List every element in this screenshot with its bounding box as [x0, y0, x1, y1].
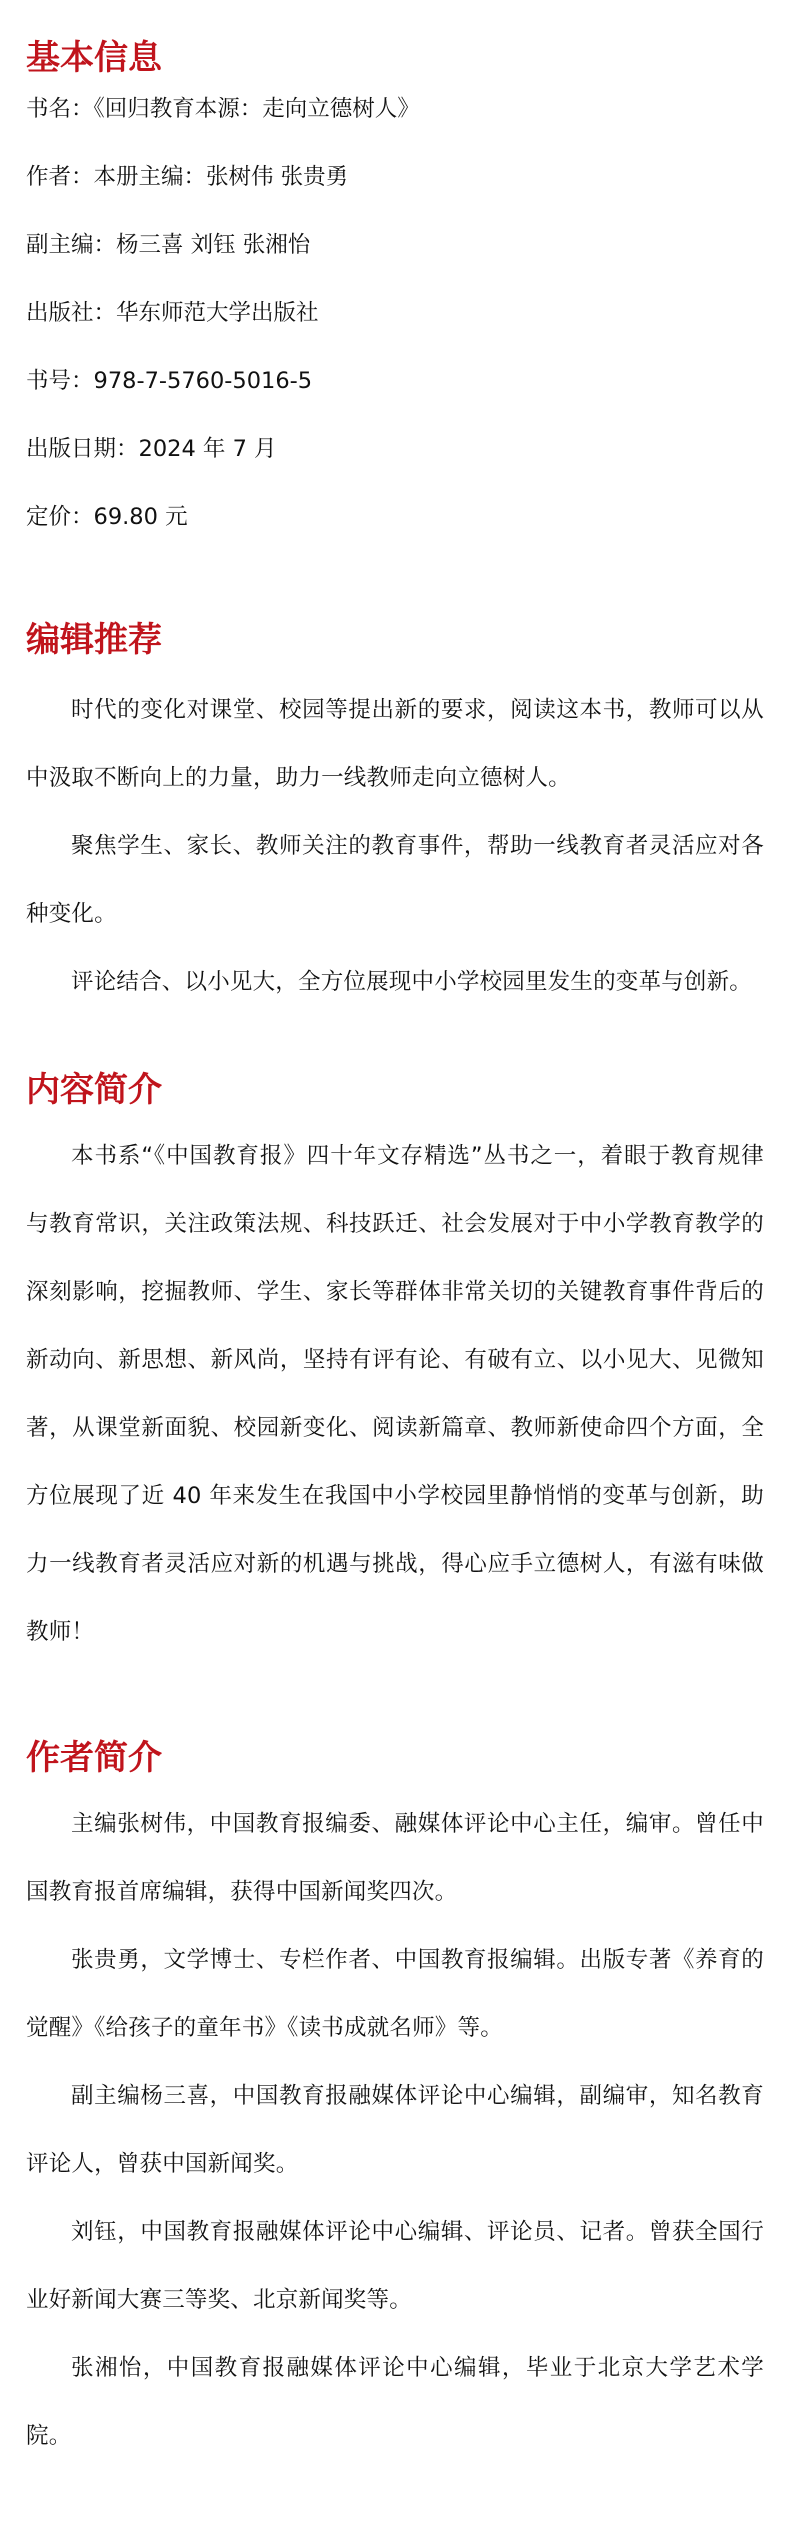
- info-author: 作者：本册主编：张树伟 张贵勇: [26, 164, 349, 190]
- section-title-content-summary: 内容简介: [26, 1070, 162, 1110]
- editor-paragraph: 聚焦学生、家长、教师关注的教育事件，帮助一线教育者灵活应对各种变化。: [26, 833, 764, 927]
- info-isbn: 书号：978-7-5760-5016-5: [26, 368, 313, 394]
- info-associate-editor: 副主编：杨三喜 刘钰 张湘怡: [26, 232, 311, 258]
- section-title-basic-info: 基本信息: [26, 38, 162, 78]
- content-paragraph: 本书系“《中国教育报》四十年文存精选”丛书之一，着眼于教育规律与教育常识，关注政策法规、科技跃迁、社会发展对于中小学教育教学的深刻影响，挖掘教师、学生、家长等群体非常关切的关键教育事件背后的新动向、新思想、新风尚，坚持有评有论、有破有立、以小见大、见微知著，从课堂新面貌、校园新变化、阅读新篇章、教师新使命四个方面，全方位展现了近 40 年来发生在我国中小学校园里静悄悄的变革与创新，助力一线教育者灵活应对新的机遇与挑战，得心应手立德树人，有滋有味做教师！: [26, 1143, 764, 1645]
- author-paragraph: 张贵勇，文学博士、专栏作者、中国教育报编辑。出版专著《养育的觉醒》《给孩子的童年书》《读书成就名师》等。: [26, 1947, 764, 2041]
- author-intro-section: [26, 1734, 764, 2470]
- info-price: 定价：69.80 元: [26, 504, 188, 530]
- author-paragraph: 张湘怡，中国教育报融媒体评论中心编辑，毕业于北京大学艺术学院。: [26, 2355, 764, 2449]
- info-publish-date: 出版日期：2024 年 7 月: [26, 436, 277, 462]
- author-paragraph: 刘钰，中国教育报融媒体评论中心编辑、评论员、记者。曾获全国行业好新闻大赛三等奖、北京新闻奖等。: [26, 2219, 764, 2313]
- editor-recommendation-section: [26, 616, 764, 1016]
- section-title-editor-recommendation: 编辑推荐: [26, 620, 162, 660]
- content-summary-section: [26, 1066, 764, 1666]
- section-title-author-intro: 作者简介: [26, 1738, 162, 1778]
- info-publisher: 出版社：华东师范大学出版社: [26, 300, 319, 326]
- editor-paragraph: 时代的变化对课堂、校园等提出新的要求，阅读这本书，教师可以从中汲取不断向上的力量，助力一线教师走向立德树人。: [26, 697, 764, 791]
- basic-info-section: [26, 0, 764, 532]
- editor-paragraph: 评论结合、以小见大，全方位展现中小学校园里发生的变革与创新。: [71, 969, 753, 995]
- author-paragraph: 主编张树伟，中国教育报编委、融媒体评论中心主任，编审。曾任中国教育报首席编辑，获得中国新闻奖四次。: [26, 1811, 764, 1905]
- author-paragraph: 副主编杨三喜，中国教育报融媒体评论中心编辑，副编审，知名教育评论人，曾获中国新闻奖。: [26, 2083, 764, 2177]
- info-book-title: 书名：《回归教育本源：走向立德树人》: [26, 96, 420, 122]
